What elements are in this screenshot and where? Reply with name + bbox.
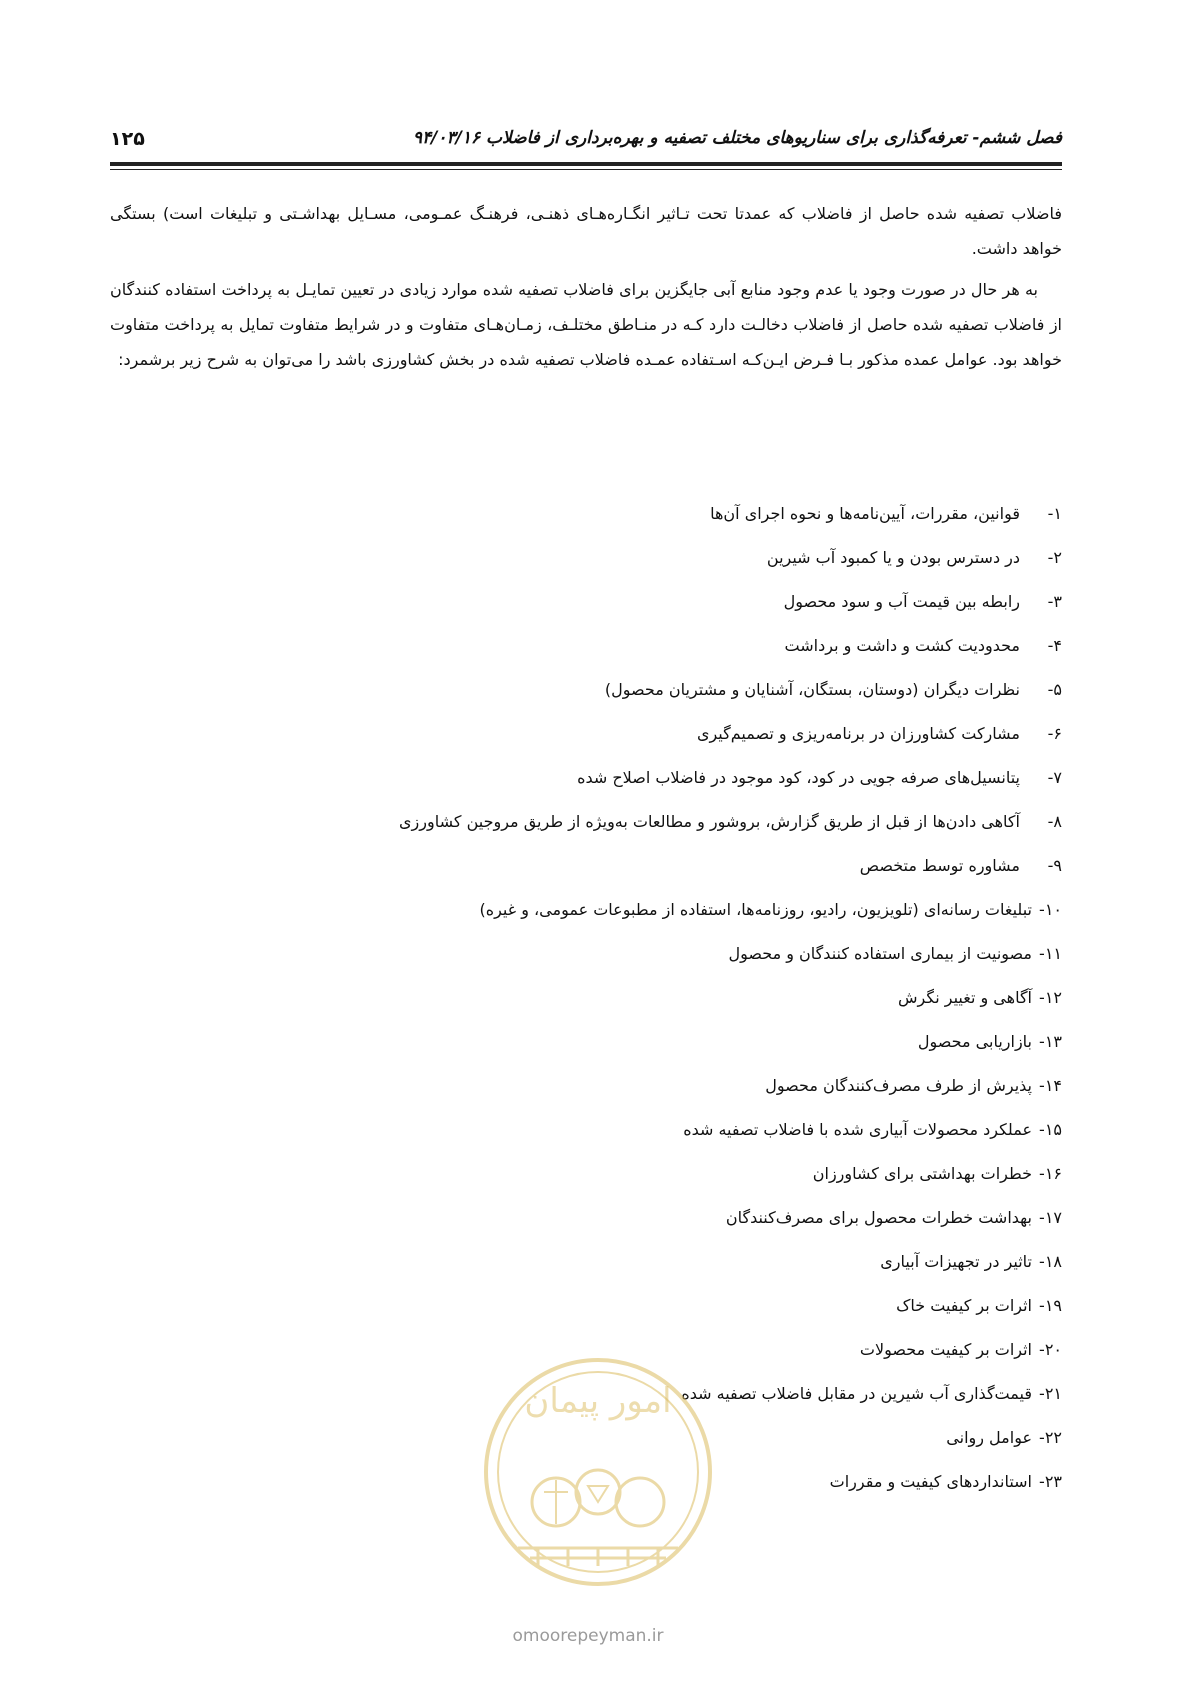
list-item-text: پذیرش از طرف مصرف‌کنندگان محصول [765, 1076, 1032, 1095]
list-item-number: ۲۳- [1039, 1472, 1062, 1491]
list-item-number: ۹- [1047, 856, 1062, 875]
list-item [142, 1372, 1062, 1416]
list-item [142, 756, 1062, 800]
list-item-number: ۲- [1047, 548, 1062, 567]
list-item-number: ۱۶- [1039, 1164, 1062, 1183]
list-item-text: خطرات بهداشتی برای کشاورزان [812, 1164, 1032, 1183]
list-item-text: تاثیر در تجهیزات آبیاری [880, 1252, 1032, 1271]
page-number: ۱۲۵ [110, 128, 145, 150]
list-item-text: قوانین، مقررات، آیین‌نامه‌ها و نحوه اجرای آن‌ها [710, 504, 1020, 523]
list-item [142, 1240, 1062, 1284]
list-item-text: نظرات دیگران (دوستان، بستگان، آشنایان و مشتریان محصول) [604, 680, 1020, 699]
list-item [142, 1196, 1062, 1240]
list-item-number: ۱۹- [1039, 1296, 1062, 1315]
list-item [142, 580, 1062, 624]
list-item-number: ۱۴- [1039, 1076, 1062, 1095]
list-item-number: ۵- [1047, 680, 1062, 699]
list-item-text: رابطه بین قیمت آب و سود محصول [783, 592, 1020, 611]
list-item-text: استانداردهای کیفیت و مقررات [829, 1472, 1032, 1491]
list-item-text: مشاوره توسط متخصص [859, 856, 1020, 875]
list-item-number: ۱۳- [1039, 1032, 1062, 1051]
list-item-text: بازاریابی محصول [917, 1032, 1032, 1051]
list-item-text: اثرات بر کیفیت خاک [896, 1296, 1032, 1315]
list-item-number: ۲۱- [1039, 1384, 1062, 1403]
list-item-text: اثرات بر کیفیت محصولات [859, 1340, 1032, 1359]
header-rule-thick [110, 162, 1062, 166]
watermark-site-url: omoorepeyman.ir [512, 1626, 664, 1646]
paragraph-2: به هر حال در صورت وجود یا عدم وجود منابع آبی جایگزین برای فاضلاب تصفیه شده موارد زیادی در تعیین تمایـل به پرداخت استفاده کنندگان از فاضلاب تصفیه شده حاصل از فاضلاب دخالـت دارد کـه در منـاطق مختلـف، زمـان‌هـای متفاوت و در شرایط متفاوت تمایل به پرداخت متفاوت خواهد بود. عوامل عمده مذکور بـا فـرض ایـن‌کـه اسـتفاده عمـده فاضلاب تصفیه شده در بخش کشاورزی باشد را می‌توان به شرح زیر برشمرد: [110, 280, 1062, 369]
list-item [142, 932, 1062, 976]
header-rule-thin [110, 169, 1062, 170]
paragraph-1: فاضلاب تصفیه شده حاصل از فاضلاب که عمدتا تحت تـاثیر انگـاره‌هـای ذهنـی، فرهنـگ عمـومی، مسـایل بهداشـتی و تبلیغات است) بستگی خواهد داشت. [110, 204, 1062, 258]
page-header [110, 122, 1062, 156]
list-item-text: بهداشت خطرات محصول برای مصرف‌کنندگان [725, 1208, 1032, 1227]
list-item-text: مشارکت کشاورزان در برنامه‌ریزی و تصمیم‌گیری [696, 724, 1020, 743]
list-item [142, 888, 1062, 932]
list-item [142, 536, 1062, 580]
list-item [142, 712, 1062, 756]
list-item-text: آکاهی دادن‌ها از قبل از طریق گزارش، بروشور و مطالعات به‌ویژه از طریق مروجین کشاورزی [399, 812, 1020, 831]
list-item [142, 668, 1062, 712]
list-item [142, 1460, 1062, 1504]
list-item [142, 1020, 1062, 1064]
list-item [142, 800, 1062, 844]
list-item [142, 1152, 1062, 1196]
list-item-text: عوامل روانی [946, 1428, 1032, 1447]
list-item-text: قیمت‌گذاری آب شیرین در مقابل فاضلاب تصفیه شده [681, 1384, 1032, 1403]
list-item-text: تبلیغات رسانه‌ای (تلویزیون، رادیو، روزنامه‌ها، استفاده از مطبوعات عمومی، و غیره) [479, 900, 1032, 919]
list-item-text: مصونیت از بیماری استفاده کنندگان و محصول [728, 944, 1032, 963]
factors-list [142, 492, 1062, 1504]
list-item-number: ۱۸- [1039, 1252, 1062, 1271]
list-item [142, 844, 1062, 888]
chapter-title: فصل ششم- تعرفه‌گذاری برای سناریوهای مختلف تصفیه و بهره‌برداری از فاضلاب ۹۴/۰۳/۱۶ [412, 128, 1062, 148]
watermark-logo-text: امور پیمان [524, 1381, 672, 1421]
list-item-number: ۴- [1047, 636, 1062, 655]
list-item [142, 1064, 1062, 1108]
list-item-text: آگاهی و تغییر نگرش [898, 988, 1032, 1007]
list-item-text: محدودیت کشت و داشت و برداشت [784, 636, 1020, 655]
list-item-text: پتانسیل‌های صرفه جویی در کود، کود موجود در فاضلاب اصلاح شده [577, 768, 1020, 787]
list-item-number: ۳- [1047, 592, 1062, 611]
body-text [110, 196, 1062, 377]
list-item [142, 624, 1062, 668]
list-item-text: در دسترس بودن و یا کمبود آب شیرین [766, 548, 1020, 567]
list-item-number: ۱۵- [1039, 1120, 1062, 1139]
list-item-number: ۱۷- [1039, 1208, 1062, 1227]
list-item [142, 1328, 1062, 1372]
list-item-number: ۱۰- [1039, 900, 1062, 919]
list-item-number: ۷- [1047, 768, 1062, 787]
list-item [142, 1284, 1062, 1328]
list-item-number: ۶- [1047, 724, 1062, 743]
list-item-text: عملکرد محصولات آبیاری شده با فاضلاب تصفیه شده [683, 1120, 1032, 1139]
list-item-number: ۱- [1047, 504, 1062, 523]
list-item [142, 492, 1062, 536]
list-item-number: ۲۲- [1039, 1428, 1062, 1447]
list-item-number: ۱۱- [1039, 944, 1062, 963]
list-item [142, 1108, 1062, 1152]
list-item-number: ۸- [1047, 812, 1062, 831]
list-item-number: ۲۰- [1039, 1340, 1062, 1359]
list-item [142, 1416, 1062, 1460]
list-item-number: ۱۲- [1039, 988, 1062, 1007]
list-item [142, 976, 1062, 1020]
